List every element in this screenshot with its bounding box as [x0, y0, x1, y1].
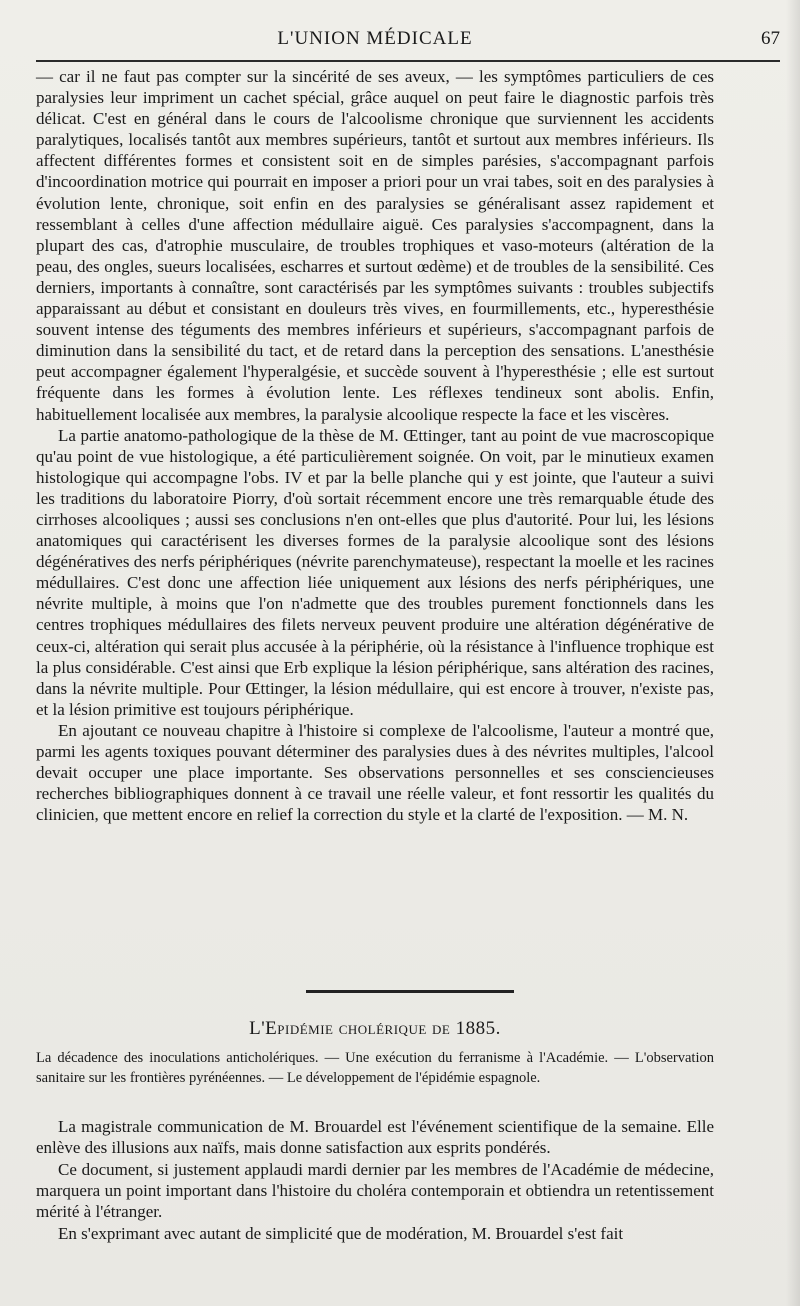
- section-title-main: Epidémie cholérique de: [265, 1018, 456, 1039]
- article-body-part1: [36, 66, 714, 825]
- section-title-year: 1885.: [455, 1018, 501, 1039]
- running-head: [36, 28, 780, 58]
- section-divider: [306, 990, 514, 993]
- running-title: L'UNION MÉDICALE: [277, 28, 473, 49]
- paragraph: La partie anatomo-pathologique de la thèse de M. Œttinger, tant au point de vue macroscopique qu'au point de vue histologique, a été particulièrement soignée. On voit, par le minutieux examen histologique qui accompagne l'obs. IV et par la belle planche qui y est jointe, que l'auteur a suivi les traditions du laboratoire Piorry, d'où sortait récemment encore une très remarquable étude des cirrhoses alcooliques ; aussi ses conclusions n'en ont-elles que plus d'autorité. Pour lui, les lésions anatomiques qui caractérisent les diverses formes de la paralysie alcoolique sont des lésions dégénératives des nerfs périphériques (névrite parenchymateuse), respectant la moelle et les racines médullaires. C'est donc une affection liée uniquement aux lésions des nerfs périphériques, une névrite multiple, à moins que l'on n'admette que des troubles purement fonctionnels dans les centres trophiques médullaires des filets nerveux peuvent produire une altération dégénérative de ceux-ci, altération qui serait plus accusée à la périphérie, où la résistance à l'influence trophique est la plus considérable. C'est ainsi que Erb explique la lésion périphérique, sans altération des racines, dans la névrite multiple. Pour Œttinger, la lésion médullaire, qui est encore à trouver, n'existe pas, et la lésion primitive est toujours périphérique.: [36, 425, 714, 719]
- paragraph: La magistrale communication de M. Brouardel est l'événement scientifique de la semaine. Elle enlève des illusions aux naïfs, mais donne satisfaction aux esprits pondérés.: [36, 1117, 714, 1158]
- paragraph: En s'exprimant avec autant de simplicité que de modération, M. Brouardel s'est fait: [58, 1224, 624, 1244]
- section-title-prefix: L': [249, 1018, 266, 1039]
- section-title: [36, 1018, 714, 1040]
- header-rule: [36, 60, 780, 62]
- section-summary: La décadence des inoculations anticholériques. — Une exécution du ferranisme à l'Académie. — L'observation sanitaire sur les frontières pyrénéennes. — Le développement de l'épidémie espagnole.: [36, 1050, 714, 1086]
- article-body-part2: [36, 1116, 714, 1246]
- page-number: 67: [761, 28, 780, 49]
- paragraph: En ajoutant ce nouveau chapitre à l'histoire si complexe de l'alcoolisme, l'auteur a montré que, parmi les agents toxiques pouvant déterminer des paralysies dues à des névrites multiples, l'alcool devait occuper une place importante. Ses observations personnelles et ses consciencieuses recherches bibliographiques donnent à ce travail une réelle valeur, et font ressortir les qualités du clinicien, que mettent encore en relief la correction du style et la clarté de l'exposition. — M. N.: [36, 720, 714, 825]
- paragraph: Ce document, si justement applaudi mardi dernier par les membres de l'Académie de médecine, marquera un point important dans l'histoire du choléra contemporain et obtiendra un retentissement mérité à l'étranger.: [36, 1160, 714, 1222]
- paragraph: — car il ne faut pas compter sur la sincérité de ses aveux, — les symptômes particuliers de ces paralysies leur impriment un cachet spécial, grâce auquel on peut faire le diagnostic parfois très délicat. C'est en général dans le cours de l'alcoolisme chronique que surviennent les accidents paralytiques, localisés tantôt aux membres supérieurs, tantôt et surtout aux membres inférieurs. Ils affectent différentes formes et consistent soit en de simples parésies, s'accompagnant parfois d'incoordination motrice qui pourrait en imposer a priori pour un vrai tabes, soit en des paralysies à évolution lente, chronique, soit enfin en des paralysies se généralisant assez rapidement et ressemblant à celles d'une affection médullaire aiguë. Ces paralysies s'accompagnent, dans la plupart des cas, d'atrophie musculaire, de troubles trophiques et vaso-moteurs (altération de la peau, des ongles, sueurs localisées, escharres et surtout œdème) et de troubles de la sensibilité. Ces derniers, importants à connaître, sont caractérisés par les symptômes suivants : troubles subjectifs apparaissant au début et consistant en douleurs très vives, en fourmillements, etc., hyperesthésie souvent intense des téguments des membres inférieurs et supérieurs, s'accompagnant parfois de diminution dans la sensibilité du tact, et de retard dans la perception des sensations. L'anesthésie peut accompagner également l'hyperalgésie, et succède souvent à l'hyperesthésie ; elle est surtout fréquente dans les formes à évolution lente. Les réflexes tendineux sont abolis. Enfin, habituellement localisée aux membres, la paralysie alcoolique respecte la face et les viscères.: [36, 67, 714, 424]
- page-edge-shadow: [786, 0, 800, 1306]
